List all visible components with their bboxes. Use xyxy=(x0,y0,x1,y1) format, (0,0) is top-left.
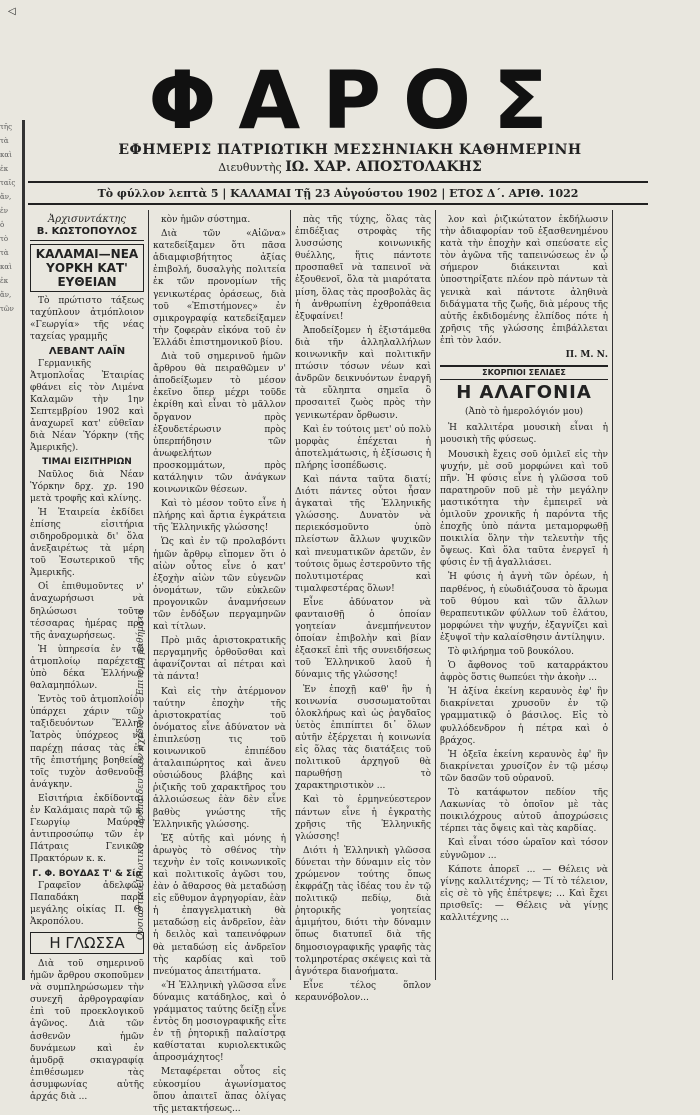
director-line xyxy=(70,159,630,175)
article-paragraph: Κάποτε ἀπορεῖ ... — Θέλεις νὰ γίνῃς καλλιτέχνης; — Τί τὸ τέλειον, εἰς σὲ τὸ γῆς ἐπέτρεψε; ... Καὶ ἔχει πρισθεῖς: — Θέλεις νὰ γίνῃς καλλιτέχνης ... xyxy=(440,864,608,923)
margin-fragment: ἐν xyxy=(0,207,9,215)
column-2 xyxy=(153,214,286,1114)
ad-paragraph: Τὸ πρώτιστο τάξεως ταχύπλουν ἀτμόπλοιον «Γεωργία» τῆς νέας ταχείας γραμμῆς xyxy=(30,296,144,343)
prices-heading: ΤΙΜΑΙ ΕΙΣΙΤΗΡΙΩΝ xyxy=(42,457,132,468)
margin-fragment: τῶν xyxy=(0,305,14,313)
margin-fragment: ὁ xyxy=(0,221,5,229)
article-paragraph: Μεταφέρεται οὗτος εἰς εὐκοσμίου ἀγωνίσματος ὅπου ἀπαιτεῖ ἅπας ὀλίγας τῆς μετακτήσεως... xyxy=(153,1067,286,1114)
side-caption: Ουσιαστικό Ιδιωτικό — Προπαιδευτικόν σχέδιον. — Ἐπιτομὴ μαθήματα xyxy=(136,609,146,940)
article-paragraph: Ἡ ὀξεῖα ἐκείνη κεραυνὸς ἐφ' ἣν διακρίνεται χρυσίζον ἐν τῷ μέσῳ τῶν δασῶν τοῦ οὐρανοῦ. xyxy=(440,749,608,784)
article-paragraph: Ἐν ἐποχῇ καθ' ἣν ἡ κοινωνία συσσωματοῦται ὁλοκλήρως καὶ ὡς ῥαγδαῖος ὑετὸς ἐπιπίπτει δι᾽ ὅλων αὐτῆν ἐξέρχεται ἡ κοινωνία εἰς ὅλας τὰς διατάξεις τοῦ πολιτικοῦ ἀρχηγοῦ θὰ παρωθήσῃ τὸ χαρακτηριστικὸν ... xyxy=(295,684,431,792)
newspaper-subtitle: ΕΦΗΜΕΡΙΣ ΠΑΤΡΙΩΤΙΚΗ ΜΕΣΣΗΝΙΑΚΗ ΚΑΘΗΜΕΡΙΝΗ xyxy=(118,142,582,158)
article-paragraph: Ἡ φύσις ἡ ἀγνὴ τῶν ὀρέων, ἡ παρθένος, ἡ εὐωδιάζουσα τὸ ἄρωμα τοῦ θύμου καὶ τῶν ἄλλων θεραπευτικῶν φύλλων τοῦ ἐλάτου, μορφώνει τὴν ψυχήν, ἐξαγνίζει καὶ ἐξυψοῖ τὴν καλαίσθησιν ἀντίληψιν. xyxy=(440,572,608,643)
section-label: ΣΚΟΡΠΙΟΙ ΣΕΛΙΔΕΣ xyxy=(440,365,608,380)
ad-paragraph: Ἡ Ἑταιρεία ἐκδίδει ἐπίσης εἰσιτήρια σιδηροδρομικὰ δι' ὅλα ἀνεξαιρέτως τὰ μέρη τοῦ Ἐσωτερικοῦ τῆς Ἀμερικῆς. xyxy=(30,507,144,579)
article-headline: Η ΑΛΑΓΟΝΙΑ xyxy=(456,382,592,404)
margin-fragment: ἐκ xyxy=(0,277,9,285)
article-paragraph: Καὶ πάντα ταῦτα διατί; Διότι πάντες οὗτοι ἦσαν ἀγκαταὶ τῆς Ἑλληνικῆς γλώσσης. Δυνατὸν νὰ περιεκόσμοῦντο ὑπὸ πλείστων ἄλλων ψυχικῶν καὶ πνευματικῶν ἀρετῶν, ἐν τούτοις ὅμως ἐστεροῦντο τῆς πολυτιμοτέρας καὶ τιμαλφεστέρας ὅλων! xyxy=(295,474,431,594)
margin-fragment: καὶ xyxy=(0,151,12,159)
article-paragraph: Εἶνε τέλος ὅπλον κεραυνόβολον... xyxy=(295,980,431,1003)
newspaper-title: ΦΑΡΟΣ xyxy=(148,54,570,147)
article-paragraph: Καὶ τὸ ἐρμηνεύεστερον πάντων εἶνε ἡ ἐγκρατὴς χρῆσις τῆς Ἑλληνικῆς γλώσσης! xyxy=(295,795,431,842)
article-paragraph: πὰς τῆς τύχης, ὅλας τὰς ἐπιδέξιας στροφὰς τῆς λυσσώσης κοινωνικῆς θυέλλης, ἥτις πάντοτε προσπαθεῖ νὰ ταπεινοῖ νὰ ἐξουθενοῖ, ὅλα τὰ μιαρότατα μίση, ὅλας τὰς προσβολὰς ἃς ἡ ἀνθρωπίνη ἐχθροπάθεια ἐξυφαίνει! xyxy=(295,215,431,322)
article-signature: Π. Μ. Ν. xyxy=(565,350,608,361)
ad-paragraph: Ἐντὸς τοῦ ἀτμοπλοίου ὑπάρχει χάριν τῶν ταξιδευόντων Ἕλλην Ἰατρὸς ὑπόχρεος νὰ παρέχῃ πάσας τὰς ἐκ τῆς ἐπιστήμης βοηθείας τοῖς τυχὸν ἀσθενοῦσι ἀνάγκην. xyxy=(30,695,144,790)
article-paragraph: Διὰ τῶν «Αἰῶνα» κατεδείξαμεν ὅτι πᾶσα ἀδιαμφισβήτητος ἀξίας ἐπιβολή, δυσαλγὴς πολιτεία ἐκ τῶν προνομίων τῆς γενικωτέρας ὀράσεως, διὰ τοῦ «Ἐπιστήμονες» ἐν σμικρογραφίᾳ κατεδείξαμεν τὴν ζοφερὰν εἰκόνα τοῦ ἐν Ἑλλάδι ἐπιστημονικοῦ βίου. xyxy=(153,229,286,348)
article-paragraph: Μουσικὴ ἔχεις σοῦ ὁμιλεῖ εἰς τὴν ψυχήν, μὲ σοῦ μορφώνει καὶ τοῦ πῆν. Ἡ φύσις εἶνε ἡ γλῶσσα τοῦ παρατηροῦν ποῦ μὲ τὴν μεγάλην μαστικότητα τὴν ἐμπειρεῖ νὰ ὁμιλοῦν χρονικῆς ἡ παρόντα τῆς ἐποχῆς ὑπὸ πάντα μεταμορφωθῇ ποικιλία ὅλην τὴν τελευτὴν τῆς ὄψεως. Καὶ ὅλα ταῦτα ἐνεργεῖ ἡ φύσις ἐν τῇ ἀγαλλιάσει. xyxy=(440,449,608,569)
margin-fragment: τὰ xyxy=(0,249,9,257)
article-paragraph: Ὡς καὶ ἐν τῷ προλαβόντι ἡμῶν ἄρθρῳ εἴπομεν ὅτι ὁ αἰὼν οὗτος εἶνε ὁ κατ' ἐξοχὴν αἰὼν τῶν εὐγενῶν ὀνομάτων, τῶν εὐκλεῶν προγονικῶν ἀναμνήσεων τῶν ἐνδόξων περγαμηνῶν καὶ τίτλων. xyxy=(153,537,286,633)
article-paragraph: «Ἡ Ἑλληνικὴ γλῶσσα εἶνε δύναμις κατάδηλος, καὶ ὁ γράμματος ταύτης δείξῃ εἶνε ἐντὸς δη μοσιογραφικῆς εἶτε ἐν τῇ ῥητορικῇ παλαίστρᾳ καθίσταται κυριολεκτικῶς ἀπροσμάχητος! xyxy=(153,980,286,1064)
article-paragraph: Καὶ τὸ μέσον τοῦτο εἶνε ἡ πλήρης καὶ ἄρτια ἐγκράτεια τῆς Ἑλληνικῆς γλώσσης! xyxy=(153,499,286,534)
column-1 xyxy=(30,214,144,1102)
margin-fragment: καὶ xyxy=(0,263,12,271)
article-paragraph: Ἐξ αὐτῆς καὶ μόνης ἡ ἀρωγὸς τὸ σθένος τὴν τεχνὴν ἐν τοῖς κοινωνικοῖς καὶ πολιτικοῖς ἀγῶσι του, ἐὰν ὁ ἄθαρσος θὰ μεταδώσῃ εἰς εὔθυμον ἀγρηγορίαν, ἐὰν ἡ ἐπαγγελματικὴ θὰ μεταδώσῃ εἰς ἀνδρεῖον, ἐὰν ἡ δειλὸς καὶ ταπεινόφρων θὰ μεταδώσῃ εἰς ἀνδρεῖον τὴς καρδίας καὶ τοῦ πνεύματος ἀπειτήματα. xyxy=(153,833,286,977)
margin-fragment: τὸ xyxy=(0,235,9,243)
ad-signature: Γ. Φ. ΒΟΥΔΑΣ Τ' & Σία xyxy=(32,868,142,879)
margin-rule xyxy=(22,120,25,980)
ad-paragraph: Γραφεῖον ἀδελφῶν Παπαδάκη παρὰ μεγάλης οἰκίας Π. Θ. Ἀκροπόλου. xyxy=(30,880,144,927)
article-paragraph: κὸν ἡμῶν σύστημα. xyxy=(161,215,251,225)
column-3 xyxy=(295,214,431,1003)
ad-paragraph: Ἡ ὑπηρεσία ἐν τῷ ἀτμοπλοίῳ παρέχεται ὑπὸ δέκα Ἑλλήνων θαλαμηπόλων. xyxy=(30,644,144,692)
margin-fragment: τῆς xyxy=(0,123,12,131)
date-bar: Τὸ φύλλον λεπτὰ 5 | ΚΑΛΑΜΑΙ Τῇ 23 Αὐγούστου 1902 | ΕΤΟΣ Δ΄. ΑΡΙΘ. 1022 xyxy=(28,181,648,205)
article-paragraph: Τὸ φιλήρημα τοῦ βουκόλου. xyxy=(448,647,574,657)
article-paragraph: Ἀποδείξομεν ἡ ἐξιστάμεθα διὰ τῆν ἀλληλαλλήλων κοινωνικῆν καὶ πολιτικῆν πτώσιν τόσων νέων καὶ ἀνδρῶν δεικνυόντων ἐναργῆ τὰ εὔληπτα σημεῖα ὃ προσαιτεῖ ζωὸς πρὸς τὴν γενικωτέραν ὄρθωσιν. xyxy=(295,325,431,421)
article-paragraph: Διὰ τοῦ σημερινοῦ ἡμῶν ἄρθρου θὰ πειραθῶμεν ν' ἀποδείξωμεν τὸ μέσον ἐκεῖνο ὅπερ μέχρι τοῦδε ἐκρίθη καὶ εἶναι τὸ μᾶλλον ὄργανον πρὸς ἐξουδετέρωσιν πρὸς ὑπερπήδησιν τῶν ἀνωφελήτων προσκομμάτων, πρὸς κατάληψιν τῶν ἀνάγκων κοινωνικῶν θέσεων. xyxy=(153,352,286,496)
ad-paragraph: Γερμανικῆς Ἀτμοπλοΐας Ἐταιρίας φθάνει εἰς τὸν Λιμένα Καλαμῶν τὴν 1ην Σεπτεμβρίου 1902 καὶ ἀναχωρεῖ κατ' εὐθεῖαν διὰ Νέαν Ὑόρκην (τῆς Ἀμερικῆς). xyxy=(30,358,144,454)
director-name: ΙΩ. ΧΑΡ. ΑΠΟΣΤΟΛΑΚΗΣ xyxy=(285,159,482,175)
director-label: Διευθυντὴς xyxy=(218,161,282,174)
article-paragraph: Εἶνε ἀδύνατον νὰ φανταισθῇ ὁ ὁποίαν γοητείαν ἀνεμπήνευτον ὁποίαν ἐπιβολὴν καὶ βίαν ἐξασκεῖ ἐπὶ τῆς συνειδήσεως τοῦ Ἑλληνικοῦ λαοῦ ἡ δύναμις τῆς γλώσσης! xyxy=(295,597,431,681)
column-4 xyxy=(440,214,608,979)
article-paragraph: λον καὶ ῥιζικώτατον ἐκδήλωσιν τὴν ἀδιαφορίαν τοῦ ἐξασθενημένου κατὰ τὴν ἐποχὴν καὶ σπεύσατε εἰς τὸν ἀγῶνα τῆς ταπεινώσεως ἐν ᾧ σήμερον διάκεινται καὶ ὑποστηρίξατε πλέον πρὸ πάντων τὰ γενικὰ καὶ πάντοτε ἀληθινὰ διδάγματα τῆς ζωῆς, διὰ μέρους τῆς αὐτῆς ἐκδιδομένης ἐλπίδος πότε ἡ χρῆσις τῆς γλώσσης ἐπιβάλλεται ἐπὶ τὸν λαόν. xyxy=(440,215,608,346)
line-name: ΛΕΒΑΝΤ ΛΑΪΝ xyxy=(48,345,126,357)
article-paragraph: Διότι ἡ Ἑλληνικὴ γλῶσσα δύνεται τὴν δύναμιν εἰς τὸν χρώμενον τούτης ὅπως ἐκφράζῃ τὰς ἰδέας του ἐν τῷ πολιτικῷ πεδίῳ, διὰ ῥητορικῆς γοητείας ἀμιμήτου, διότι τὴν δύναμιν ὅπως διατυπεῖ διὰ τῆς δημοσιογραφικῆς γραφῆς τὰς τολμηροτέρας σκέψεις καὶ τὰ ἀγνότερα διανοήματα. xyxy=(295,845,431,977)
ad-paragraph: Εἰσιτήρια ἐκδίδονται ἐν Καλάμαις παρὰ τῷ κ. Γεωργίῳ Μαύρου ἀντιπροσώπῳ τῶν ἐν Πάτραις Γενικῶν Πρακτόρων κ. κ. xyxy=(30,793,144,865)
left-margin-fragments xyxy=(0,120,22,640)
ad-paragraph: Οἱ ἐπιθυμοῦντες ν' ἀναχωρήσωσι νὰ δηλώσωσι τοῦτο τέσσαρας ἡμέρας πρὸ τῆς ἀναχωρήσεως. xyxy=(30,582,144,641)
margin-fragment: ἄν, xyxy=(0,291,12,299)
article-paragraph: Τὸ κατάφωτον πεδίον τῆς Λακωνίας τὸ ὁποῖον μὲ τὰς ποικιλόχρους αὐτοῦ ἀποχρώσεις τέρπει τὰς ὄψεις καὶ τὰς καρδίας. xyxy=(440,788,608,835)
margin-fragment: ταῖς xyxy=(0,179,16,187)
margin-fragment: ἐκ xyxy=(0,165,9,173)
article-paragraph: Καὶ ἐν τούτοις μετ' οὐ πολὺ μορφὰς ἐπέχεται ἡ ἀποτελμάτωσις, ἡ ἐξίσωσις ἡ πλήρης ἰσοπέδωσις. xyxy=(295,424,431,471)
corner-mark: ◁ xyxy=(8,6,16,17)
margin-fragment: τὰ xyxy=(0,137,9,145)
side-caption-wrap xyxy=(136,560,150,940)
ad-paragraph: Ναῦλος διὰ Νέαν Ὑόρκην δρχ. χρ. 190 μετὰ τροφῆς καὶ κλίνης. xyxy=(30,469,144,504)
editor-label: Ἀρχισυντάκτης xyxy=(47,214,127,225)
article-paragraph: Ἡ καλλιτέρα μουσικὴ εἶναι ἡ μουσικὴ τῆς φύσεως. xyxy=(440,423,608,446)
article-paragraph: Καὶ εἰς τὴν ἀτέρμονον ταύτην ἐποχὴν τῆς ἀριστοκρατίας τοῦ ὀνόματος εἶνε ἀδύνατον νὰ ἐπιπλεύσῃ τις τοῦ κοινωνικοῦ ἐπιπέδου ἀταλαιπώρητος καὶ ἄνευ οὐσιώδους βλάβης καὶ ῥιζικῆς τοῦ χαρακτῆρος του ἀλλοιώσεως ἐὰν δὲν εἶνε βαθὺς γνώστης τῆς Ἑλληνικῆς γλώσσης. xyxy=(153,686,286,830)
article-paragraph: Πρὸ μιᾶς ἀριστοκρατικῆς περγαμηνῆς ὀρθοῦσθαι καὶ ἀφανίζονται αἱ πέτραι καὶ τὰ πάντα! xyxy=(153,636,286,683)
article-paragraph: Ὁ ἄφθονος τοῦ καταρράκτου ἀφρὸς ὅστις θωπεύει τὴν ἀκοὴν ... xyxy=(440,661,608,684)
editor-name: Β. ΚΩΣΤΟΠΟΥΛΟΣ xyxy=(30,226,144,241)
article-source: (Ἀπὸ τὸ ἡμερολόγιόν μου) xyxy=(464,407,584,418)
article-paragraph: Καὶ εἶναι τόσο ὡραῖον καὶ τόσον εὐγνῶμον ... xyxy=(440,838,608,861)
column-rule xyxy=(435,210,436,980)
margin-fragment: ἄν, xyxy=(0,193,12,201)
essay-headline: Η ΓΛΩΣΣΑ xyxy=(30,932,144,954)
article-paragraph: Ἡ ἀξίνα ἐκείνη κεραυνὸς ἐφ' ἣν διακρίνεται χρυσοῦν ἐν τῷ γραμματικῷ ὁ βάσιλος. Εἰς τὸ φυλλόδενδρον ἡ πέτρα καὶ ὁ βράχος. xyxy=(440,687,608,746)
column-rule xyxy=(290,210,291,980)
essay-paragraph: Διὰ τοῦ σημερινοῦ ἡμῶν ἄρθρου σκοποῦμεν νὰ συμπληρώσωμεν τὴν συνεχῆ ἀρθρογραφίαν ἐπὶ τοῦ προεκλογικοῦ ἀγῶνος. Διὰ τῶν ἀσθενῶν ἡμῶν δυνάμεων καὶ ἐν ἀμυδρᾷ σκιαγραφίᾳ ἐπιθέσωμεν τὰς ἀσυμφωνίας αὐτῆς ἀρχάς διὰ ... xyxy=(30,958,144,1102)
ad-headline: ΚΑΛΑΜΑΙ—ΝΕΑ ΥΟΡΚΗ ΚΑΤ' ΕΥΘΕΙΑΝ xyxy=(30,244,144,292)
masthead xyxy=(70,54,630,175)
column-rule xyxy=(612,210,613,980)
